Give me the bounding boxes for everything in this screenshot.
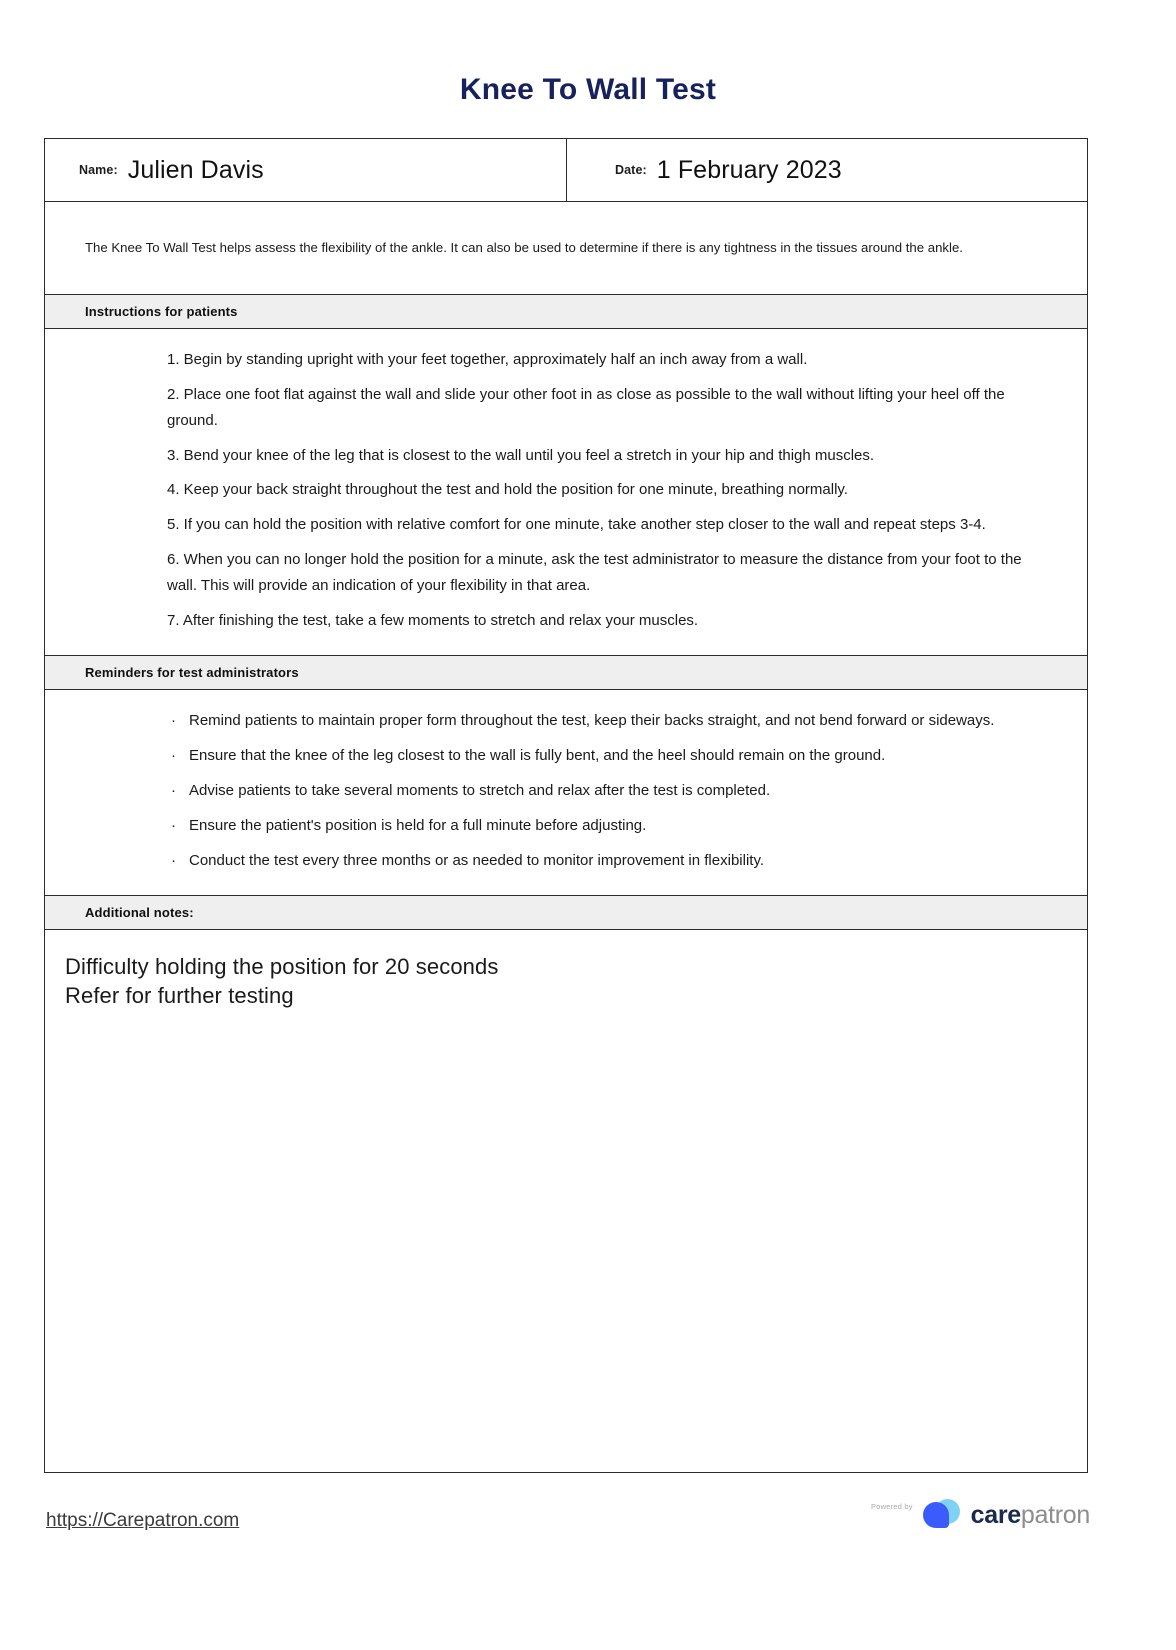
reminder-text: Advise patients to take several moments to stretch and relax after the test is completed. [189, 782, 771, 800]
reminder-item [85, 708, 1047, 734]
reminder-text: Ensure that the knee of the leg closest to the wall is fully bent, and the heel should remain on the ground. [189, 747, 886, 765]
instruction-step: 6. When you can no longer hold the position for a minute, ask the test administrator to measure the distance from your foot to the wall. This will provide an indication of your flexibility in that area. [167, 551, 1022, 594]
description-block [45, 202, 1087, 295]
date-label: Date: [615, 163, 647, 178]
date-value: 1 February 2023 [656, 155, 842, 184]
carepatron-branding [871, 1498, 1090, 1532]
patient-info-row [45, 139, 1087, 202]
bullet-icon: · [171, 816, 176, 834]
note-line: Difficulty holding the position for 20 seconds [65, 954, 499, 980]
instruction-step: 4. Keep your back straight throughout the test and hold the position for one minute, breathing normally. [167, 481, 848, 499]
carepatron-wordmark [970, 1500, 1090, 1529]
instruction-step: 2. Place one foot flat against the wall and slide your other foot in as close as possible to the wall without lifting your heel off the ground. [167, 386, 1005, 429]
additional-notes-input[interactable] [45, 930, 1087, 1472]
bullet-icon: · [171, 851, 176, 869]
reminder-text: Conduct the test every three months or as needed to monitor improvement in flexibility. [189, 851, 765, 869]
section-header-instructions: Instructions for patients [45, 295, 1087, 329]
bullet-icon: · [171, 747, 176, 765]
reminder-text: Remind patients to maintain proper form throughout the test, keep their backs straight, and not bend forward or sideways. [189, 712, 995, 730]
instruction-step: 3. Bend your knee of the leg that is closest to the wall until you feel a stretch in your hip and thigh muscles. [167, 446, 875, 464]
reminder-item [85, 778, 1047, 804]
form-container [44, 138, 1088, 1473]
note-line: Refer for further testing [65, 983, 294, 1009]
document-page [0, 20, 1176, 1650]
bullet-icon: · [171, 712, 176, 730]
name-value: Julien Davis [127, 155, 264, 184]
reminder-item [85, 743, 1047, 769]
bullet-icon: · [171, 782, 176, 800]
carepatron-url-link[interactable]: https://Carepatron.com [46, 1510, 240, 1532]
carepatron-logo-icon [923, 1498, 961, 1532]
brand-care-text: care [970, 1500, 1021, 1529]
date-field[interactable] [567, 139, 1087, 201]
brand-patron-text: patron [1020, 1500, 1090, 1529]
instruction-step: 1. Begin by standing upright with your feet together, approximately half an inch away from a wall. [167, 351, 808, 369]
instructions-list [45, 329, 1087, 656]
instruction-step: 5. If you can hold the position with relative comfort for one minute, take another step closer to the wall and repeat steps 3-4. [167, 516, 986, 534]
page-title: Knee To Wall Test [459, 73, 717, 107]
section-header-additional-notes: Additional notes: [45, 896, 1087, 930]
name-field[interactable] [45, 139, 567, 201]
reminder-item [85, 848, 1047, 874]
reminder-item [85, 813, 1047, 839]
reminder-text: Ensure the patient's position is held for a full minute before adjusting. [189, 816, 647, 834]
instruction-step: 7. After finishing the test, take a few moments to stretch and relax your muscles. [167, 611, 699, 629]
name-label: Name: [79, 163, 118, 178]
description-text: The Knee To Wall Test helps assess the flexibility of the ankle. It can also be used to determine if there is any tightness in the tissues around the ankle. [85, 240, 963, 256]
powered-by-label: Powered by [871, 1501, 913, 1511]
reminders-list [45, 690, 1087, 896]
section-header-reminders: Reminders for test administrators [45, 656, 1087, 690]
page-footer [0, 1490, 1176, 1600]
